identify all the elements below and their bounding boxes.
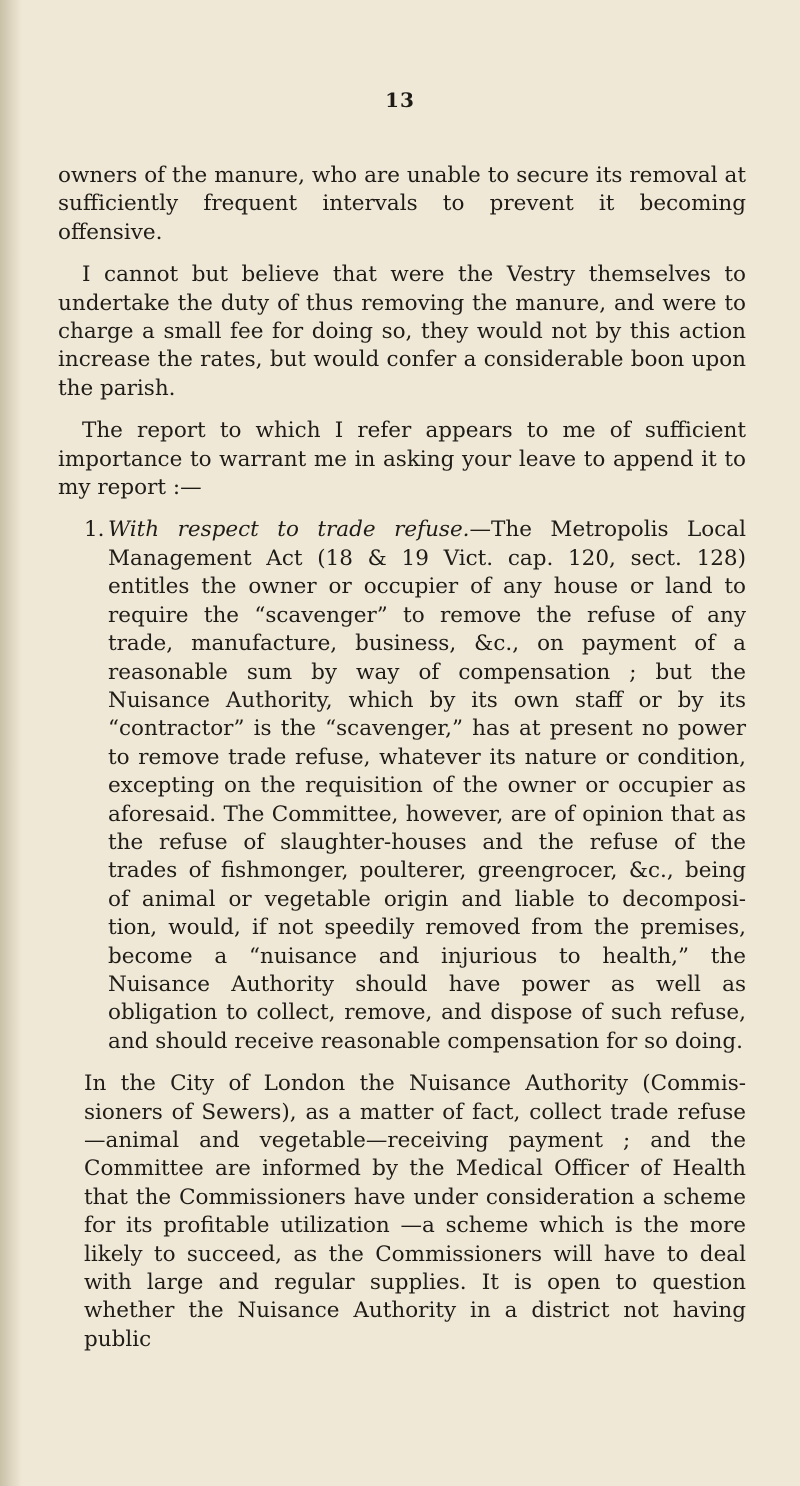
page-body <box>58 162 746 1354</box>
page-edge-shadow <box>0 0 22 1486</box>
paragraph-city-of-london: In the City of London the Nuisance Authority (Commis- sioners of Sewers), as a matter of fact, collect trade refuse—animal and vegetable—receiving payment ; and the Committee are informed by the Medical Officer of Health that the Commissioners have under consideration a scheme for its profitable utilization —a scheme which is the more likely to succeed, as the Commissioners will have to deal with large and regular supplies. It is open to question whether the Nuisance Authority in a district not having public <box>84 1071 746 1352</box>
paragraph-manure-owners: owners of the manure, who are unable to secure its removal at sufficiently frequent intervals to prevent it becoming offensive. <box>58 163 746 245</box>
paragraph-vestry-opinion: I cannot but believe that were the Vestry themselves to undertake the duty of thus removing the manure, and were to charge a small fee for doing so, they would not by this action increase the rates, but would confer a considerable boon upon the parish. <box>58 262 746 401</box>
list-item-number: 1. <box>84 517 105 543</box>
list-item-text: —The Metropolis Local Management Act (18 & 19 Vict. cap. 120, sect. 128) entitles the owner or occupier of any house or land to require the “scavenger” to remove the refuse of any trade, manufacture, business, &c., on payment of a reasonable sum by way of compensation ; but the Nuisance Authority, which by its own staff or by its “contractor” is the “scavenger,” has at present no power to remove trade refuse, whatever its nature or condition, excepting on the requisition of the owner or occupier as aforesaid. The Committee, however, are of opinion that as the refuse of slaughter-houses and the refuse of the trades of fishmonger, poulterer, greengrocer, &c., being of animal or vegetable origin and liable to decomposi- tion, would, if not speedily removed from the premises, become a “nuisance and injurious to health,” the Nuisance Authority should have power as well as obligation to collect, remove, and dispose of such refuse, and should receive reasonable compensation for so doing. <box>108 517 746 1054</box>
page-number: 13 <box>385 88 415 112</box>
list-item-heading: With respect to trade refuse. <box>108 517 470 543</box>
list-item-body <box>108 516 746 1056</box>
paragraph-report-intro: The report to which I refer appears to me of sufficient importance to warrant me in asking your leave to append it to my report :— <box>58 418 746 501</box>
list-item-trade-refuse <box>58 516 746 1056</box>
